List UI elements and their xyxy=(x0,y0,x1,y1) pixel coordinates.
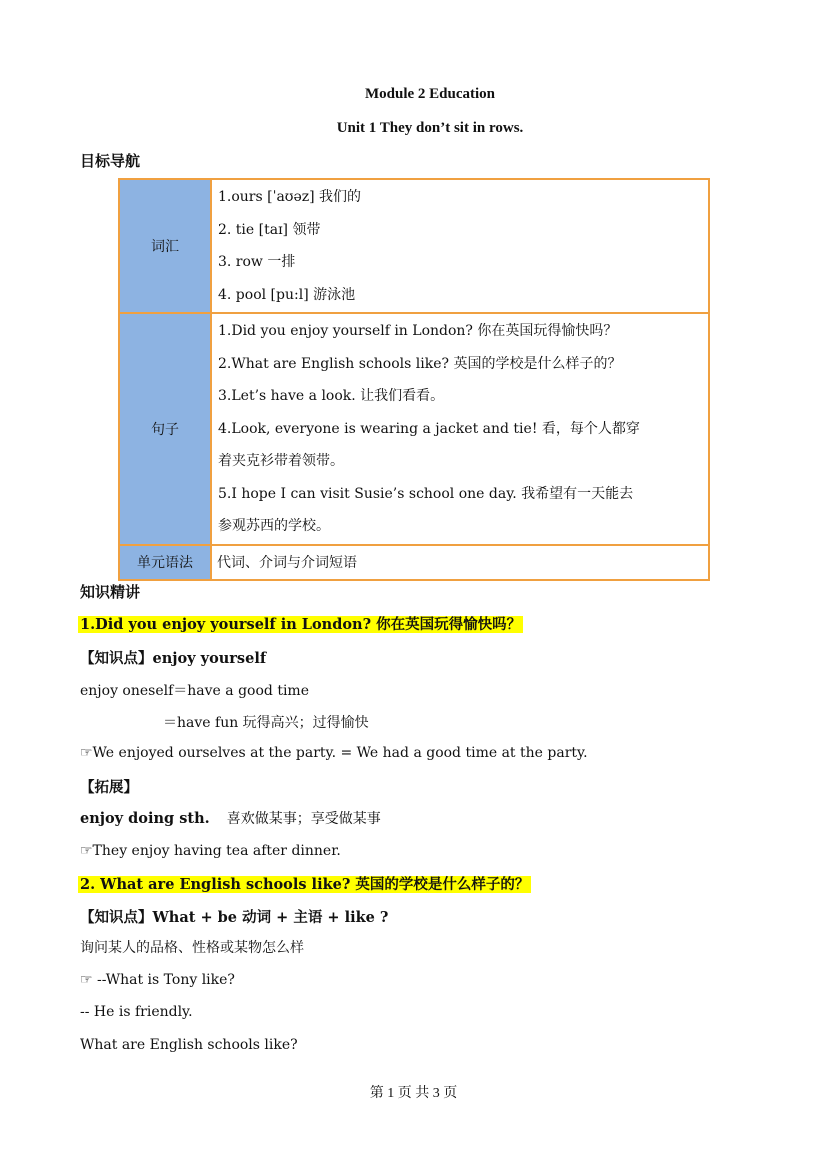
point2-example-3: What are English schools like? xyxy=(80,1037,298,1053)
point1-knowledge: 【知识点】enjoy yourself xyxy=(80,650,267,667)
point1-example: ☞We enjoyed ourselves at the party. = We had a good time at the party. xyxy=(80,745,588,761)
point2-example-2: -- He is friendly. xyxy=(80,1004,193,1020)
page-footer: 第 1 页 共 3 页 xyxy=(369,1086,458,1101)
point1-extend-label: 【拓展】 xyxy=(80,779,138,796)
point2-knowledge: 【知识点】What + be 动词 + 主语 + like ? xyxy=(80,909,389,926)
vocab-item: 3. row 一排 xyxy=(218,254,296,270)
point2-title: 2. What are English schools like? 英国的学校是什么样子的？ xyxy=(80,876,530,893)
vocab-item: 1.ours [ˈaʊəz] 我们的 xyxy=(218,189,362,205)
sentence-line: 3.Let’s have a look. 让我们看看。 xyxy=(218,388,445,404)
point1-extend-example: ☞They enjoy having tea after dinner. xyxy=(80,843,341,859)
sentence-label: 句子 xyxy=(119,313,211,545)
section-heading-knowledge: 知识精讲 xyxy=(80,583,141,601)
point1-line1: enjoy oneself＝have a good time xyxy=(80,683,309,699)
point2-meaning: 询问某人的品格、性格或某物怎么样 xyxy=(80,940,304,956)
vocab-cell xyxy=(211,179,709,313)
section-heading-goals: 目标导航 xyxy=(80,152,141,170)
sentence-line: 1.Did you enjoy yourself in London? 你在英国玩得愉快吗？ xyxy=(218,323,618,339)
sentence-line: 2.What are English schools like? 英国的学校是什么样子的？ xyxy=(218,355,622,372)
goals-table xyxy=(118,178,710,581)
sentence-line: 5.I hope I can visit Susie’s school one day. 我希望有一天能去 xyxy=(218,485,634,502)
unit-title: Unit 1 They don’t sit in rows. xyxy=(336,120,524,136)
vocab-item: 2. tie [taɪ] 领带 xyxy=(218,221,321,238)
point1-title: 1.Did you enjoy yourself in London? 你在英国玩得愉快吗？ xyxy=(80,616,522,633)
sentence-line: 着夹克衫带着领带。 xyxy=(218,453,344,469)
point1-line2: ＝have fun 玩得高兴；过得愉快 xyxy=(163,715,369,731)
grammar-cell: 代词、介词与介词短语 xyxy=(211,545,709,580)
vocab-label: 词汇 xyxy=(119,179,211,313)
sentence-line: 参观苏西的学校。 xyxy=(218,518,330,534)
point1-extend-phrase: enjoy doing sth. xyxy=(80,810,210,827)
module-title: Module 2 Education xyxy=(364,86,496,102)
point2-example-1: ☞ --What is Tony like? xyxy=(80,972,235,988)
grammar-label: 单元语法 xyxy=(119,545,211,580)
point1-extend-meaning: 喜欢做某事；享受做某事 xyxy=(226,811,381,827)
sentence-cell xyxy=(211,313,709,545)
vocab-item: 4. pool [pu:l] 游泳池 xyxy=(218,286,356,303)
sentence-line: 4.Look, everyone is wearing a jacket and tie! 看，每个人都穿 xyxy=(218,420,640,437)
